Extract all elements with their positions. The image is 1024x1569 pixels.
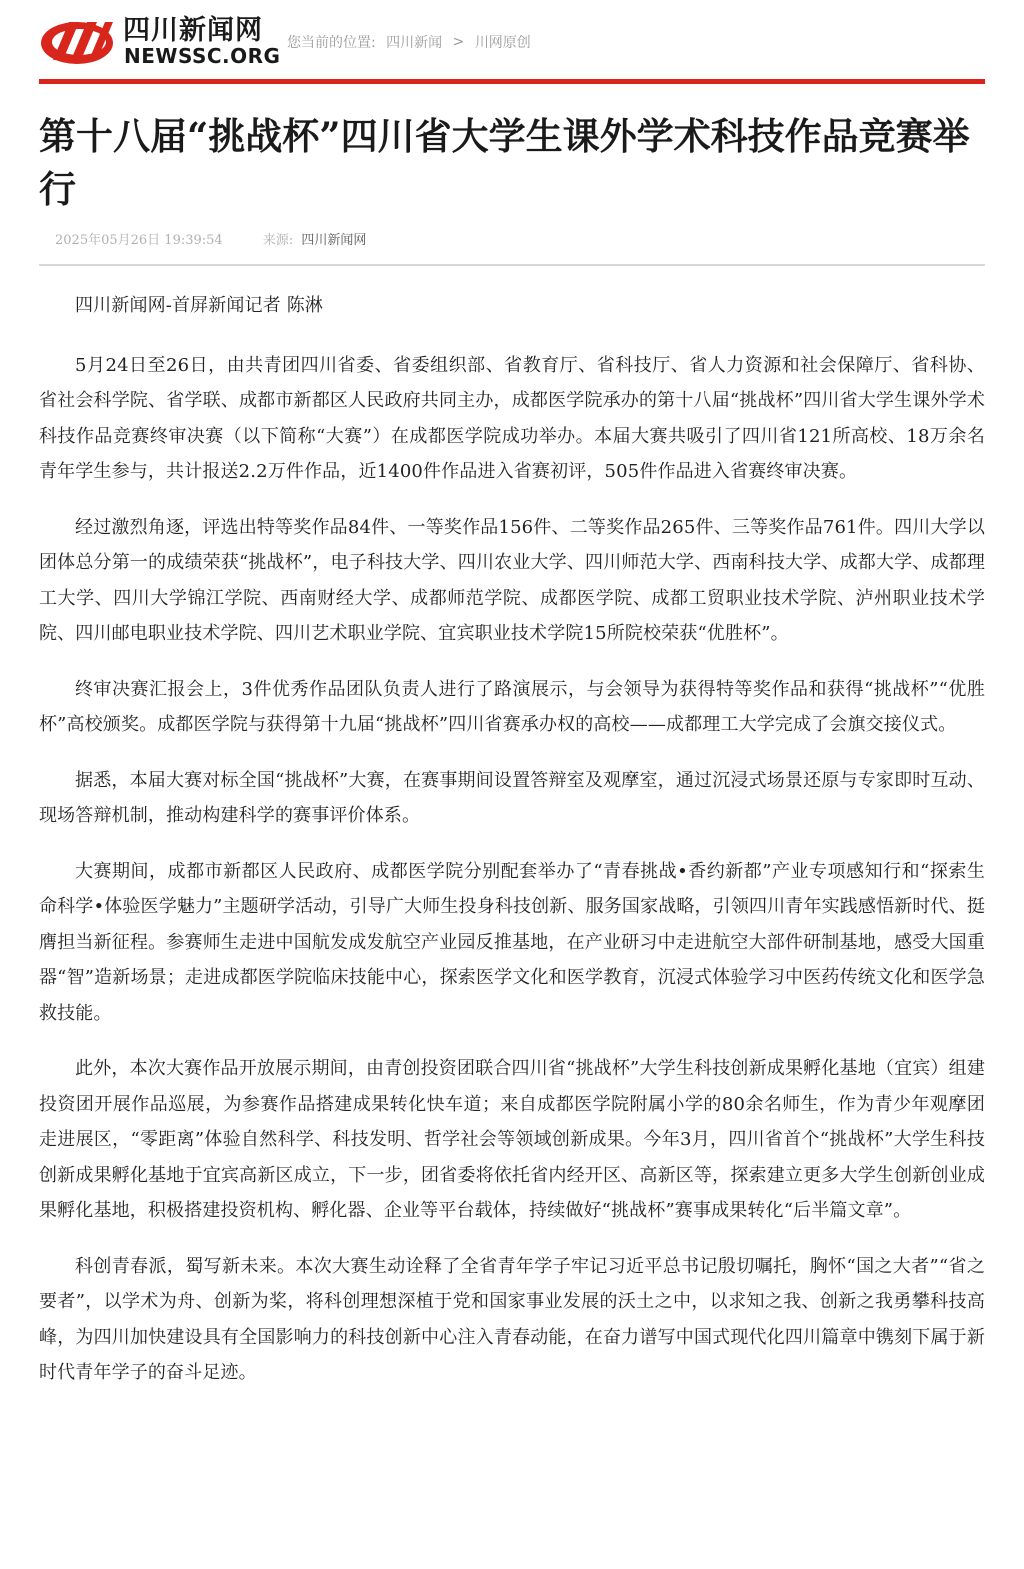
article-datetime: 2025年05月26日 19:39:54 (55, 233, 223, 248)
breadcrumb-link-original[interactable]: 川网原创 (474, 35, 531, 51)
article-title: 第十八届“挑战杯”四川省大学生课外学术科技作品竞赛举行 (39, 114, 970, 211)
breadcrumb-link-sichuan-news[interactable]: 四川新闻 (386, 35, 443, 51)
article-paragraph: 终审决赛汇报会上，3件优秀作品团队负责人进行了路演展示，与会领导为获得特等奖作品和获得“挑战杯”“优胜杯”高校颁奖。成都医学院与获得第十九届“挑战杯”四川省赛承办权的高校——成都理工大学完成了会旗交接仪式。 (39, 678, 985, 735)
article-paragraph: 大赛期间，成都市新都区人民政府、成都医学院分别配套举办了“青春挑战•香约新都”产业专项感知行和“探索生命科学•体验医学魅力”主题研学活动，引导广大师生投身科技创新、服务国家战略，引领四川青年实践感悟新时代、挺膺担当新征程。参赛师生走进中国航发成发航空产业园反推基地，在产业研习中走进航空大部件研制基地，感受大国重器“智”造新场景；走进成都医学院临床技能中心，探索医学文化和医学教育，沉浸式体验学习中医药传统文化和医学急救技能。 (39, 860, 985, 1024)
breadcrumb-separator: > (452, 34, 465, 50)
source-label: 来源: (262, 233, 294, 248)
article-paragraph: 此外，本次大赛作品开放展示期间，由青创投资团联合四川省“挑战杯”大学生科技创新成果孵化基地（宜宾）组建投资团开展作品巡展，为参赛作品搭建成果转化快车道；来自成都医学院附属小学的80余名师生，作为青少年观摩团走进展区，“零距离”体验自然科学、科技发明、哲学社会等领域创新成果。今年3月，四川省首个“挑战杯”大学生科技创新成果孵化基地于宜宾高新区成立，下一步，团省委将依托省内经开区、高新区等，探索建立更多大学生创新创业成果孵化基地，积极搭建投资机构、孵化器、企业等平台载体，持续做好“挑战杯”赛事成果转化“后半篇文章”。 (39, 1058, 985, 1221)
article-byline: 四川新闻网-首屏新闻记者 陈淋 (75, 295, 324, 316)
article-paragraph: 据悉，本届大赛对标全国“挑战杯”大赛，在赛事期间设置答辩室及观摩室，通过沉浸式场景还原与专家即时互动、现场答辩机制，推动构建科学的赛事评价体系。 (39, 769, 985, 826)
site-logo[interactable] (39, 14, 279, 70)
logo-chinese-text: 四川新闻网 (123, 15, 263, 46)
page (39, 0, 985, 1411)
header-red-divider (39, 79, 985, 84)
article-paragraph: 科创青春派，蜀写新未来。本次大赛生动诠释了全省青年学子牢记习近平总书记殷切嘱托，胸怀“国之大者”“省之要者”，以学术为舟、创新为桨，将科创理想深植于党和国家事业发展的沃土之中，以求知之我、创新之我勇攀科技高峰，为四川加快建设具有全国影响力的科技创新中心注入青春动能，在奋力谱写中国式现代化四川篇章中镌刻下属于新时代青年学子的奋斗足迹。 (39, 1255, 985, 1383)
article-paragraph: 5月24日至26日，由共青团四川省委、省委组织部、省教育厅、省科技厅、省人力资源和社会保障厅、省科协、省社会科学院、省学联、成都市新都区人民政府共同主办，成都医学院承办的第十八届“挑战杯”四川省大学生课外学术科技作品竞赛终审决赛（以下简称“大赛”）在成都医学院成功举办。本届大赛共吸引了四川省121所高校、18万余名青年学生参与，共计报送2.2万件作品，近1400件作品进入省赛初评，505件作品进入省赛终审决赛。 (39, 354, 985, 482)
logo-english-text: NEWSSC.ORG (124, 44, 281, 68)
meta-divider (39, 264, 985, 266)
article-paragraph: 经过激烈角逐，评选出特等奖作品84件、一等奖作品156件、二等奖作品265件、三等奖作品761件。四川大学以团体总分第一的成绩荣获“挑战杯”，电子科技大学、四川农业大学、四川师范大学、西南科技大学、成都大学、成都理工大学、四川大学锦江学院、西南财经大学、成都师范学院、成都医学院、成都工贸职业技术学院、泸州职业技术学院、四川邮电职业技术学院、四川艺术职业学院、宜宾职业技术学院15所院校荣获“优胜杯”。 (39, 516, 985, 644)
newssc-logo-icon (39, 16, 117, 66)
article-body (39, 288, 985, 1391)
breadcrumb-prefix: 您当前的位置: (287, 35, 376, 51)
source-value: 四川新闻网 (301, 233, 367, 248)
breadcrumb (287, 32, 531, 52)
site-header (39, 0, 985, 79)
article-meta (39, 230, 985, 252)
